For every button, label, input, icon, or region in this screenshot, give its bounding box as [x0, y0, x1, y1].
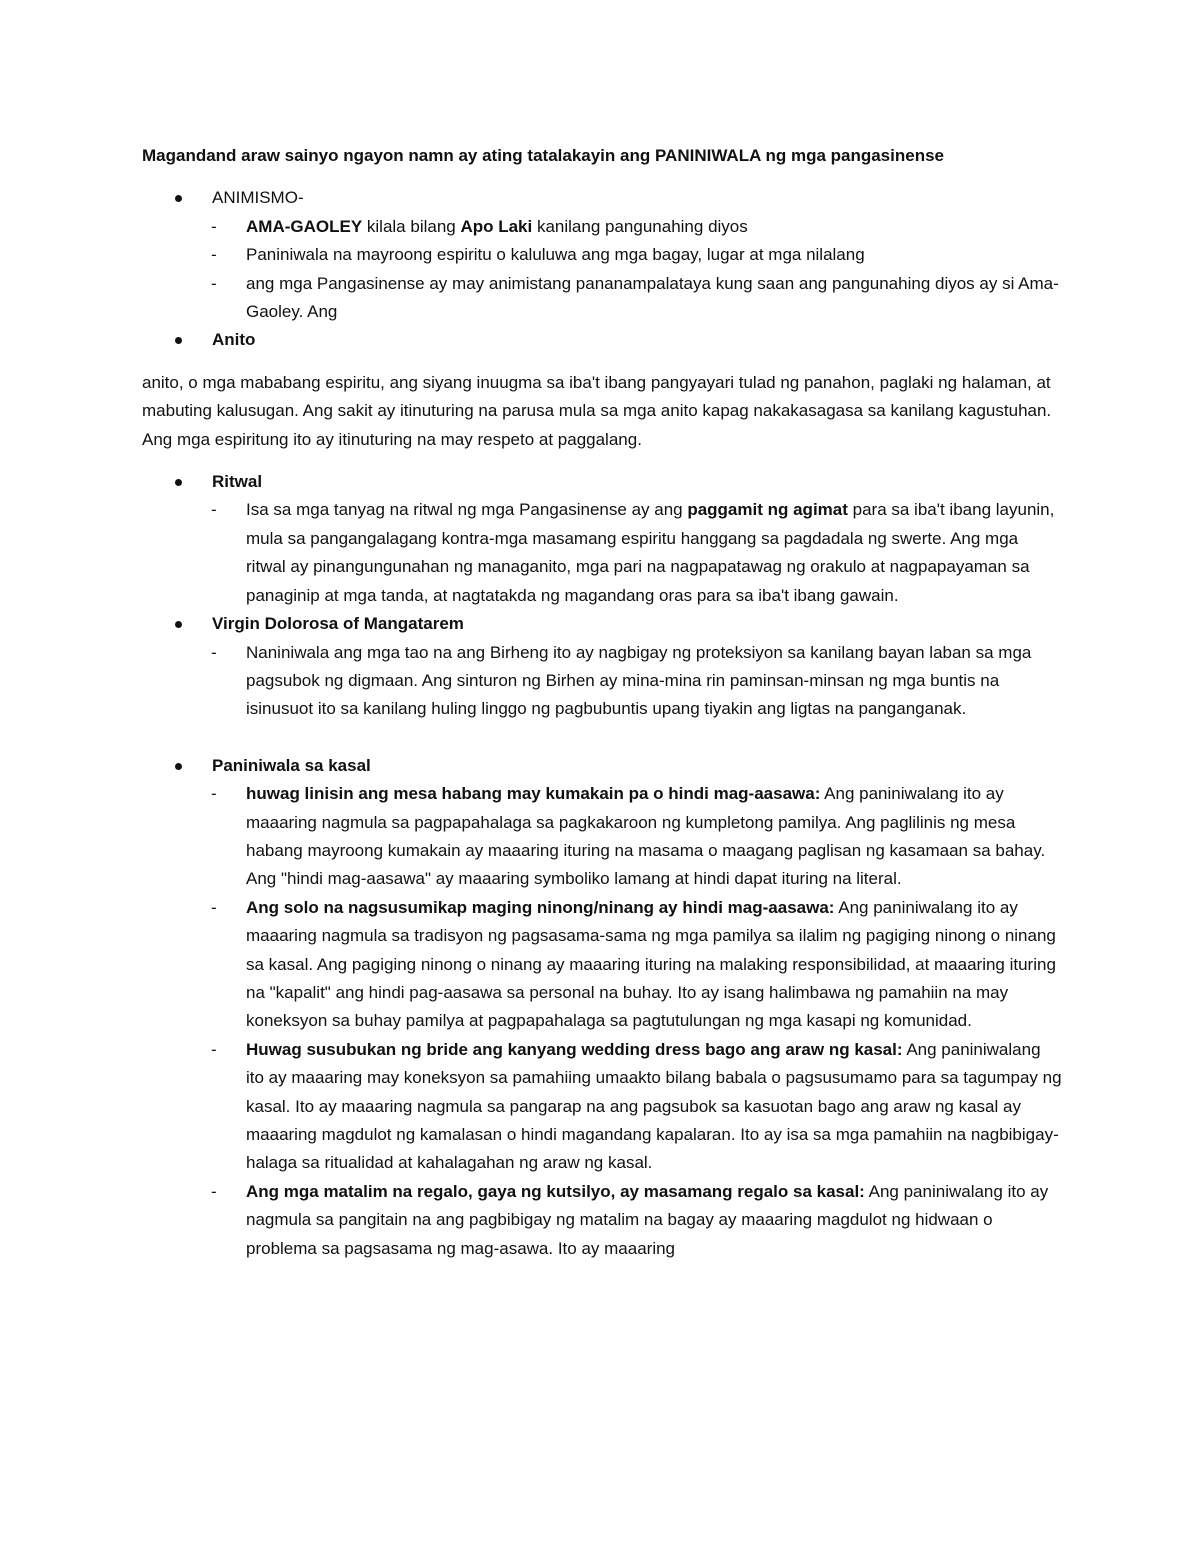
bold-term: AMA-GAOLEY — [246, 216, 363, 236]
sub-item — [211, 1178, 1062, 1263]
bullet-icon — [175, 195, 182, 202]
dash-marker: - — [211, 897, 217, 917]
sub-text: Ang paniniwalang ito ay maaaring nagmula sa tradisyon ng pagsasama-sama ng mga pamilya sa ilalim ng pagiging ninong o ninang sa kasal. Ang pagiging ninong o ninang ay maaaring ituring na malaking responsibilidad, at maaaring ituring na "kapalit" ang hindi pag-aasawa sa personal na buhay. Ito ay isang halimbawa ng pamahiin na may koneksyon sa buhay pamilya at pagpapahalaga sa pagtutulungan ng mga kasapi ng komunidad. — [246, 897, 1056, 1031]
sub-text: Ang paniniwalang ito ay nagmula sa pangitain na ang pagbibigay ng matalim na bagay ay maaaring magdulot ng hidwaan o problema sa pagsasama ng mag-asawa. Ito ay maaaring — [246, 1181, 1049, 1258]
sub-item — [211, 639, 1062, 724]
section-heading: Ritwal — [212, 472, 263, 492]
dash-marker: - — [211, 500, 217, 520]
sub-item — [211, 213, 1062, 241]
sub-item — [211, 241, 1062, 269]
bold-term: Ang mga matalim na regalo, gaya ng kutsilyo, ay masamang regalo sa kasal: — [246, 1181, 865, 1201]
section-heading: Virgin Dolorosa of Mangatarem — [212, 614, 464, 634]
sub-list — [212, 639, 1062, 724]
sub-item — [211, 270, 1062, 327]
sub-text: Ang paniniwalang ito ay maaaring may koneksyon sa pamahiing umaakto bilang babala o pagsusumamo para sa tagumpay ng kasal. Ito ay maaaring nagmula sa pangarap na ang pagsubok sa kasuotan bago ang araw ng kasal ay maaaring magdulot ng kamalasan o hindi magandang kapalaran. Ito ay isa sa mga pamahiin na nagbibigay-halaga sa ritualidad at kahalagahan ng araw ng kasal. — [246, 1039, 1062, 1173]
section-kasal — [142, 752, 1062, 1263]
sub-text: Naniniwala ang mga tao na ang Birheng ito ay nagbigay ng proteksiyon sa kanilang bayan laban sa mga pagsubok ng digmaan. Ang sinturon ng Birhen ay mina-mina rin paminsan-minsan ng mga buntis na isinusuot ito sa kanilang huling linggo ng pagbubuntis upang tiyakin ang ligtas na panganganak. — [246, 642, 1032, 719]
sub-list — [212, 496, 1062, 610]
bullet-icon — [175, 763, 182, 770]
section-anito — [142, 326, 1062, 354]
sub-text: ang mga Pangasinense ay may animistang pananampalataya kung saan ang pangunahing diyos ay si Ama-Gaoley. Ang — [246, 273, 1059, 322]
anito-paragraph: anito, o mga mababang espiritu, ang siyang inuugma sa iba't ibang pangyayari tulad ng panahon, paglaki ng halaman, at mabuting kalusugan. Ang sakit ay itinuturing na parusa mula sa mga anito kapag nakakasagasa sa kanilang kagustuhan. Ang mga espiritung ito ay itinuturing na may respeto at paggalang. — [142, 372, 1052, 449]
section-ritwal — [142, 468, 1062, 610]
section-list — [142, 752, 1062, 1263]
section-heading: ANIMISMO- — [212, 188, 304, 208]
bold-term: huwag linisin ang mesa habang may kumakain pa o hindi mag-aasawa: — [246, 784, 821, 804]
section-heading: Anito — [212, 330, 256, 350]
bold-term: Apo Laki — [460, 216, 533, 236]
dash-marker: - — [211, 1039, 217, 1059]
sub-list — [212, 780, 1062, 1263]
spacer — [142, 724, 1062, 752]
sub-item — [211, 780, 1062, 894]
dash-marker: - — [211, 216, 217, 236]
sub-text: kilala bilang — [362, 216, 461, 236]
bold-term: Huwag susubukan ng bride ang kanyang wedding dress bago ang araw ng kasal: — [246, 1039, 903, 1059]
dash-marker: - — [211, 273, 217, 293]
section-virgin-dolorosa — [142, 610, 1062, 724]
sub-text: kanilang pangunahing diyos — [532, 216, 748, 236]
sub-text: Ang paniniwalang ito ay maaaring nagmula sa pagpapahalaga sa pagkakaroon ng kumpletong pamilya. Ang paglilinis ng mesa habang mayroong kumakain ay maaaring ituring na masama o maagang paglisan ng kasamaan sa bahay. Ang "hindi mag-aasawa" ay maaaring symboliko lamang at hindi dapat ituring na literal. — [246, 784, 1046, 889]
bullet-icon — [175, 479, 182, 486]
section-animismo — [142, 184, 1062, 326]
sub-item — [211, 496, 1062, 610]
section-list — [142, 184, 1062, 354]
bold-term: Ang solo na nagsusumikap maging ninong/ninang ay hindi mag-aasawa: — [246, 897, 835, 917]
dash-marker: - — [211, 245, 217, 265]
section-heading: Paniniwala sa kasal — [212, 755, 371, 775]
dash-marker: - — [211, 642, 217, 662]
sub-list — [212, 213, 1062, 327]
document-title: Magandand araw sainyo ngayon namn ay ating tatalakayin ang PANINIWALA ng mga pangasinense — [142, 146, 944, 165]
sub-item — [211, 1036, 1062, 1178]
sub-text: para sa iba't ibang layunin, mula sa pangangalagang kontra-mga masamang espiritu hanggang sa pagdadala ng swerte. Ang mga ritwal ay pinangungunahan ng managanito, mga pari na nagpapatawag ng orakulo at nagpapayaman sa panaginip at mga tanda, at nagtatakda ng magandang oras para sa iba't ibang gawain. — [246, 500, 1055, 605]
document-body — [142, 142, 1062, 1263]
dash-marker: - — [211, 784, 217, 804]
sub-item — [211, 894, 1062, 1036]
bullet-icon — [175, 337, 182, 344]
bold-term: paggamit ng agimat — [687, 500, 848, 520]
section-list — [142, 468, 1062, 724]
bullet-icon — [175, 621, 182, 628]
dash-marker: - — [211, 1181, 217, 1201]
sub-text: Isa sa mga tanyag na ritwal ng mga Pangasinense ay ang — [246, 500, 688, 520]
sub-text: Paniniwala na mayroong espiritu o kaluluwa ang mga bagay, lugar at mga nilalang — [246, 245, 865, 265]
